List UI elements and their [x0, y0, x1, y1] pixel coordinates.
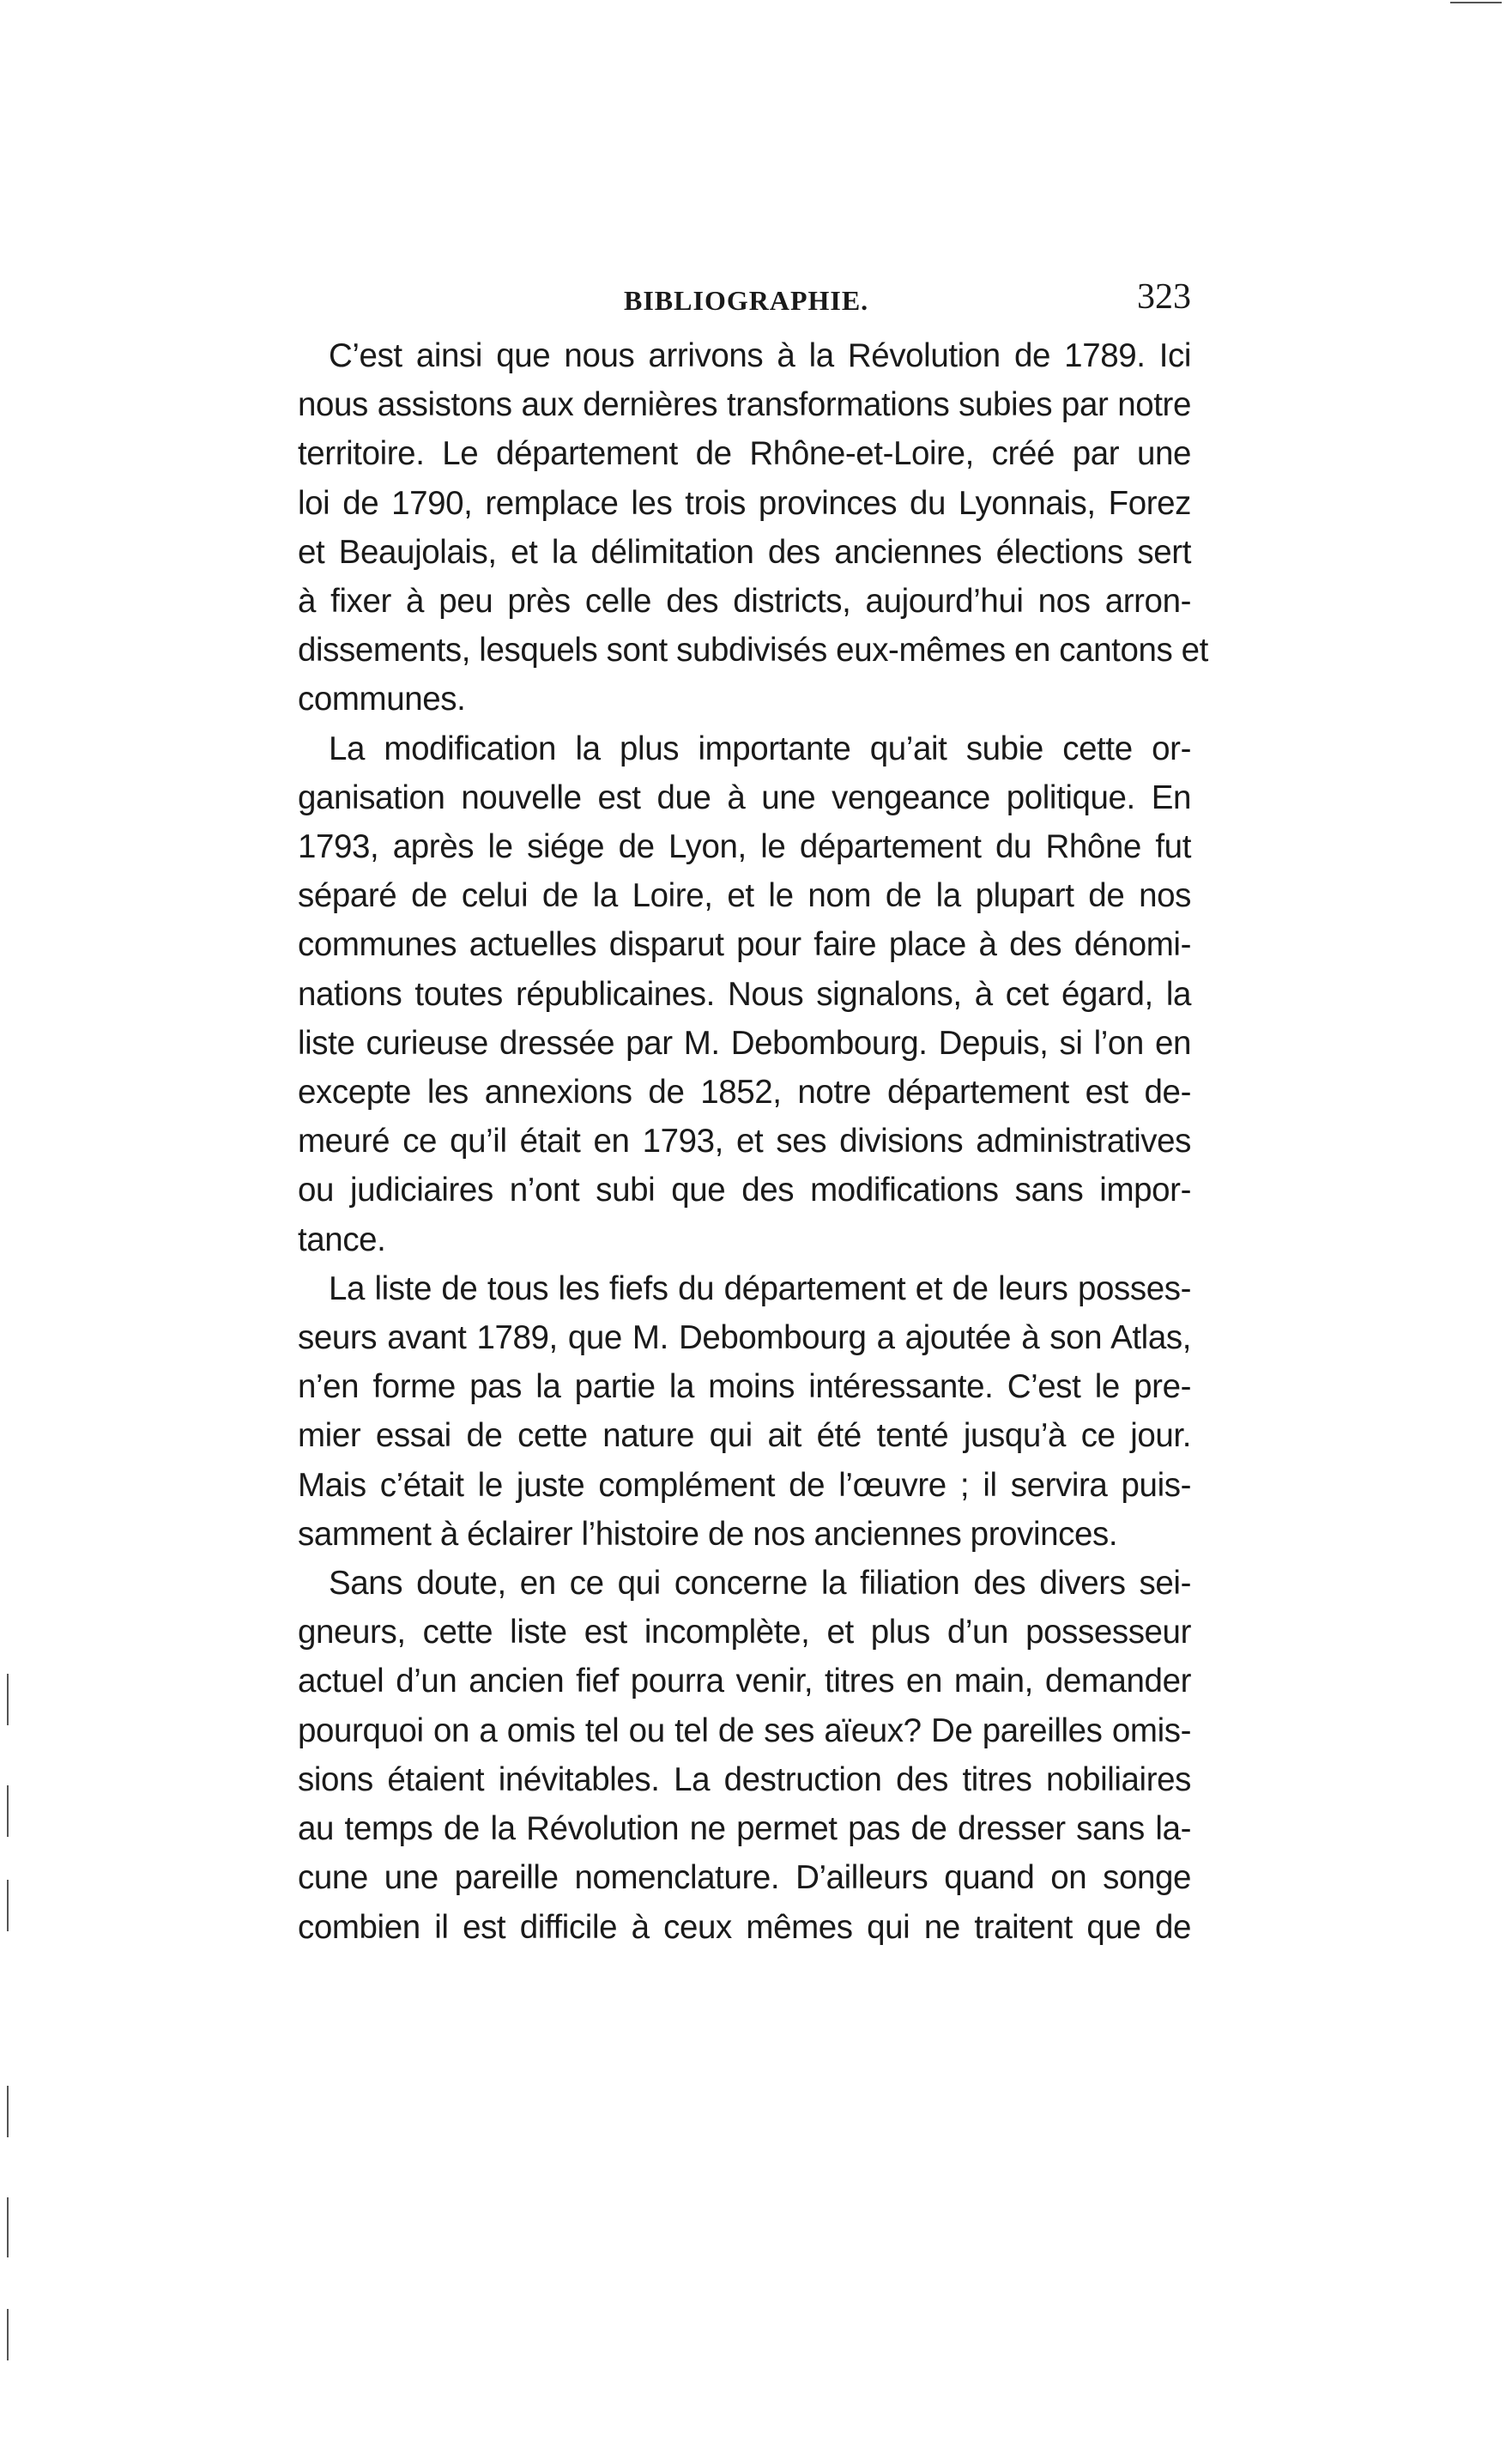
- text-line: nations toutes républicaines. Nous signalons, à cet égard, la: [298, 975, 1191, 1013]
- paragraph-revolution: [268, 331, 1208, 724]
- text-line: au temps de la Révolution ne permet pas de dresser sans la-: [298, 1810, 1191, 1848]
- paragraph-sans-doute: [268, 1559, 1191, 1952]
- text-line: combien il est difficile à ceux mêmes qui ne traitent que de: [298, 1908, 1191, 1946]
- text-line: et Beaujolais, et la délimitation des anciennes élections sert: [298, 533, 1191, 571]
- scan-mark: [7, 2197, 9, 2257]
- scan-mark: [7, 2309, 9, 2360]
- running-title: BIBLIOGRAPHIE.: [624, 285, 869, 316]
- text-line: La liste de tous les fiefs du département et de leurs posses-: [329, 1269, 1191, 1307]
- text-line: cune une pareille nomenclature. D’ailleurs quand on songe: [298, 1859, 1191, 1897]
- text-line: territoire. Le département de Rhône-et-Loire, créé par une: [298, 435, 1191, 473]
- scan-mark: [7, 1785, 9, 1837]
- text-line: C’est ainsi que nous arrivons à la Révolution de 1789. Ici: [329, 337, 1191, 374]
- text-line: mier essai de cette nature qui ait été tenté jusqu’à ce jour.: [298, 1417, 1191, 1455]
- text-line: sions étaient inévitables. La destruction des titres nobiliaires: [298, 1760, 1191, 1798]
- text-line: pourquoi on a omis tel ou tel de ses aïeux? De pareilles omis-: [298, 1712, 1191, 1749]
- page-header: [268, 276, 1191, 328]
- text-line: ou judiciaires n’ont subi que des modifications sans impor-: [298, 1172, 1191, 1209]
- paragraph-fiefs: [268, 1264, 1191, 1559]
- page-number: 323: [1137, 277, 1191, 317]
- text-line: La modification la plus importante qu’ait subie cette or-: [329, 730, 1191, 767]
- text-line: ganisation nouvelle est due à une vengeance politique. En: [298, 779, 1191, 816]
- scan-mark: [1450, 2, 1502, 3]
- text-line: communes actuelles disparut pour faire place à des dénomi-: [298, 926, 1191, 964]
- scan-mark: [7, 2086, 9, 2137]
- text-line: meuré ce qu’il était en 1793, et ses divisions administratives: [298, 1123, 1191, 1160]
- scan-mark: [7, 1880, 9, 1931]
- paragraph-modification: [268, 724, 1191, 1264]
- text-line: à fixer à peu près celle des districts, aujourd’hui nos arron-: [298, 583, 1191, 621]
- text-line: tance.: [298, 1221, 386, 1258]
- text-line: n’en forme pas la partie la moins intéressante. C’est le pre-: [298, 1368, 1191, 1406]
- text-line: séparé de celui de la Loire, et le nom de la plupart de nos: [298, 877, 1191, 915]
- text-line: Mais c’était le juste complément de l’œuvre ; il servira puis-: [298, 1466, 1191, 1504]
- text-line: actuel d’un ancien fief pourra venir, titres en main, demander: [298, 1663, 1191, 1700]
- text-line: gneurs, cette liste est incomplète, et plus d’un possesseur: [298, 1614, 1191, 1651]
- text-line: seurs avant 1789, que M. Debombourg a ajoutée à son Atlas,: [298, 1319, 1191, 1357]
- text-line: loi de 1790, remplace les trois provinces du Lyonnais, Forez: [298, 484, 1191, 522]
- text-line: excepte les annexions de 1852, notre département est de-: [298, 1074, 1191, 1112]
- text-line: samment à éclairer l’histoire de nos anciennes provinces.: [298, 1515, 1118, 1553]
- text-line: dissements, lesquels sont subdivisés eux-mêmes en cantons et: [298, 632, 1208, 670]
- text-line: 1793, après le siége de Lyon, le département du Rhône fut: [298, 828, 1191, 866]
- body-text: [268, 331, 1208, 1952]
- scan-mark: [7, 1674, 9, 1725]
- text-line: liste curieuse dressée par M. Debombourg. Depuis, si l’on en: [298, 1024, 1191, 1062]
- text-line: Sans doute, en ce qui concerne la filiation des divers sei-: [329, 1565, 1191, 1603]
- text-line: nous assistons aux dernières transformations subies par notre: [298, 386, 1191, 424]
- text-line: communes.: [298, 681, 466, 718]
